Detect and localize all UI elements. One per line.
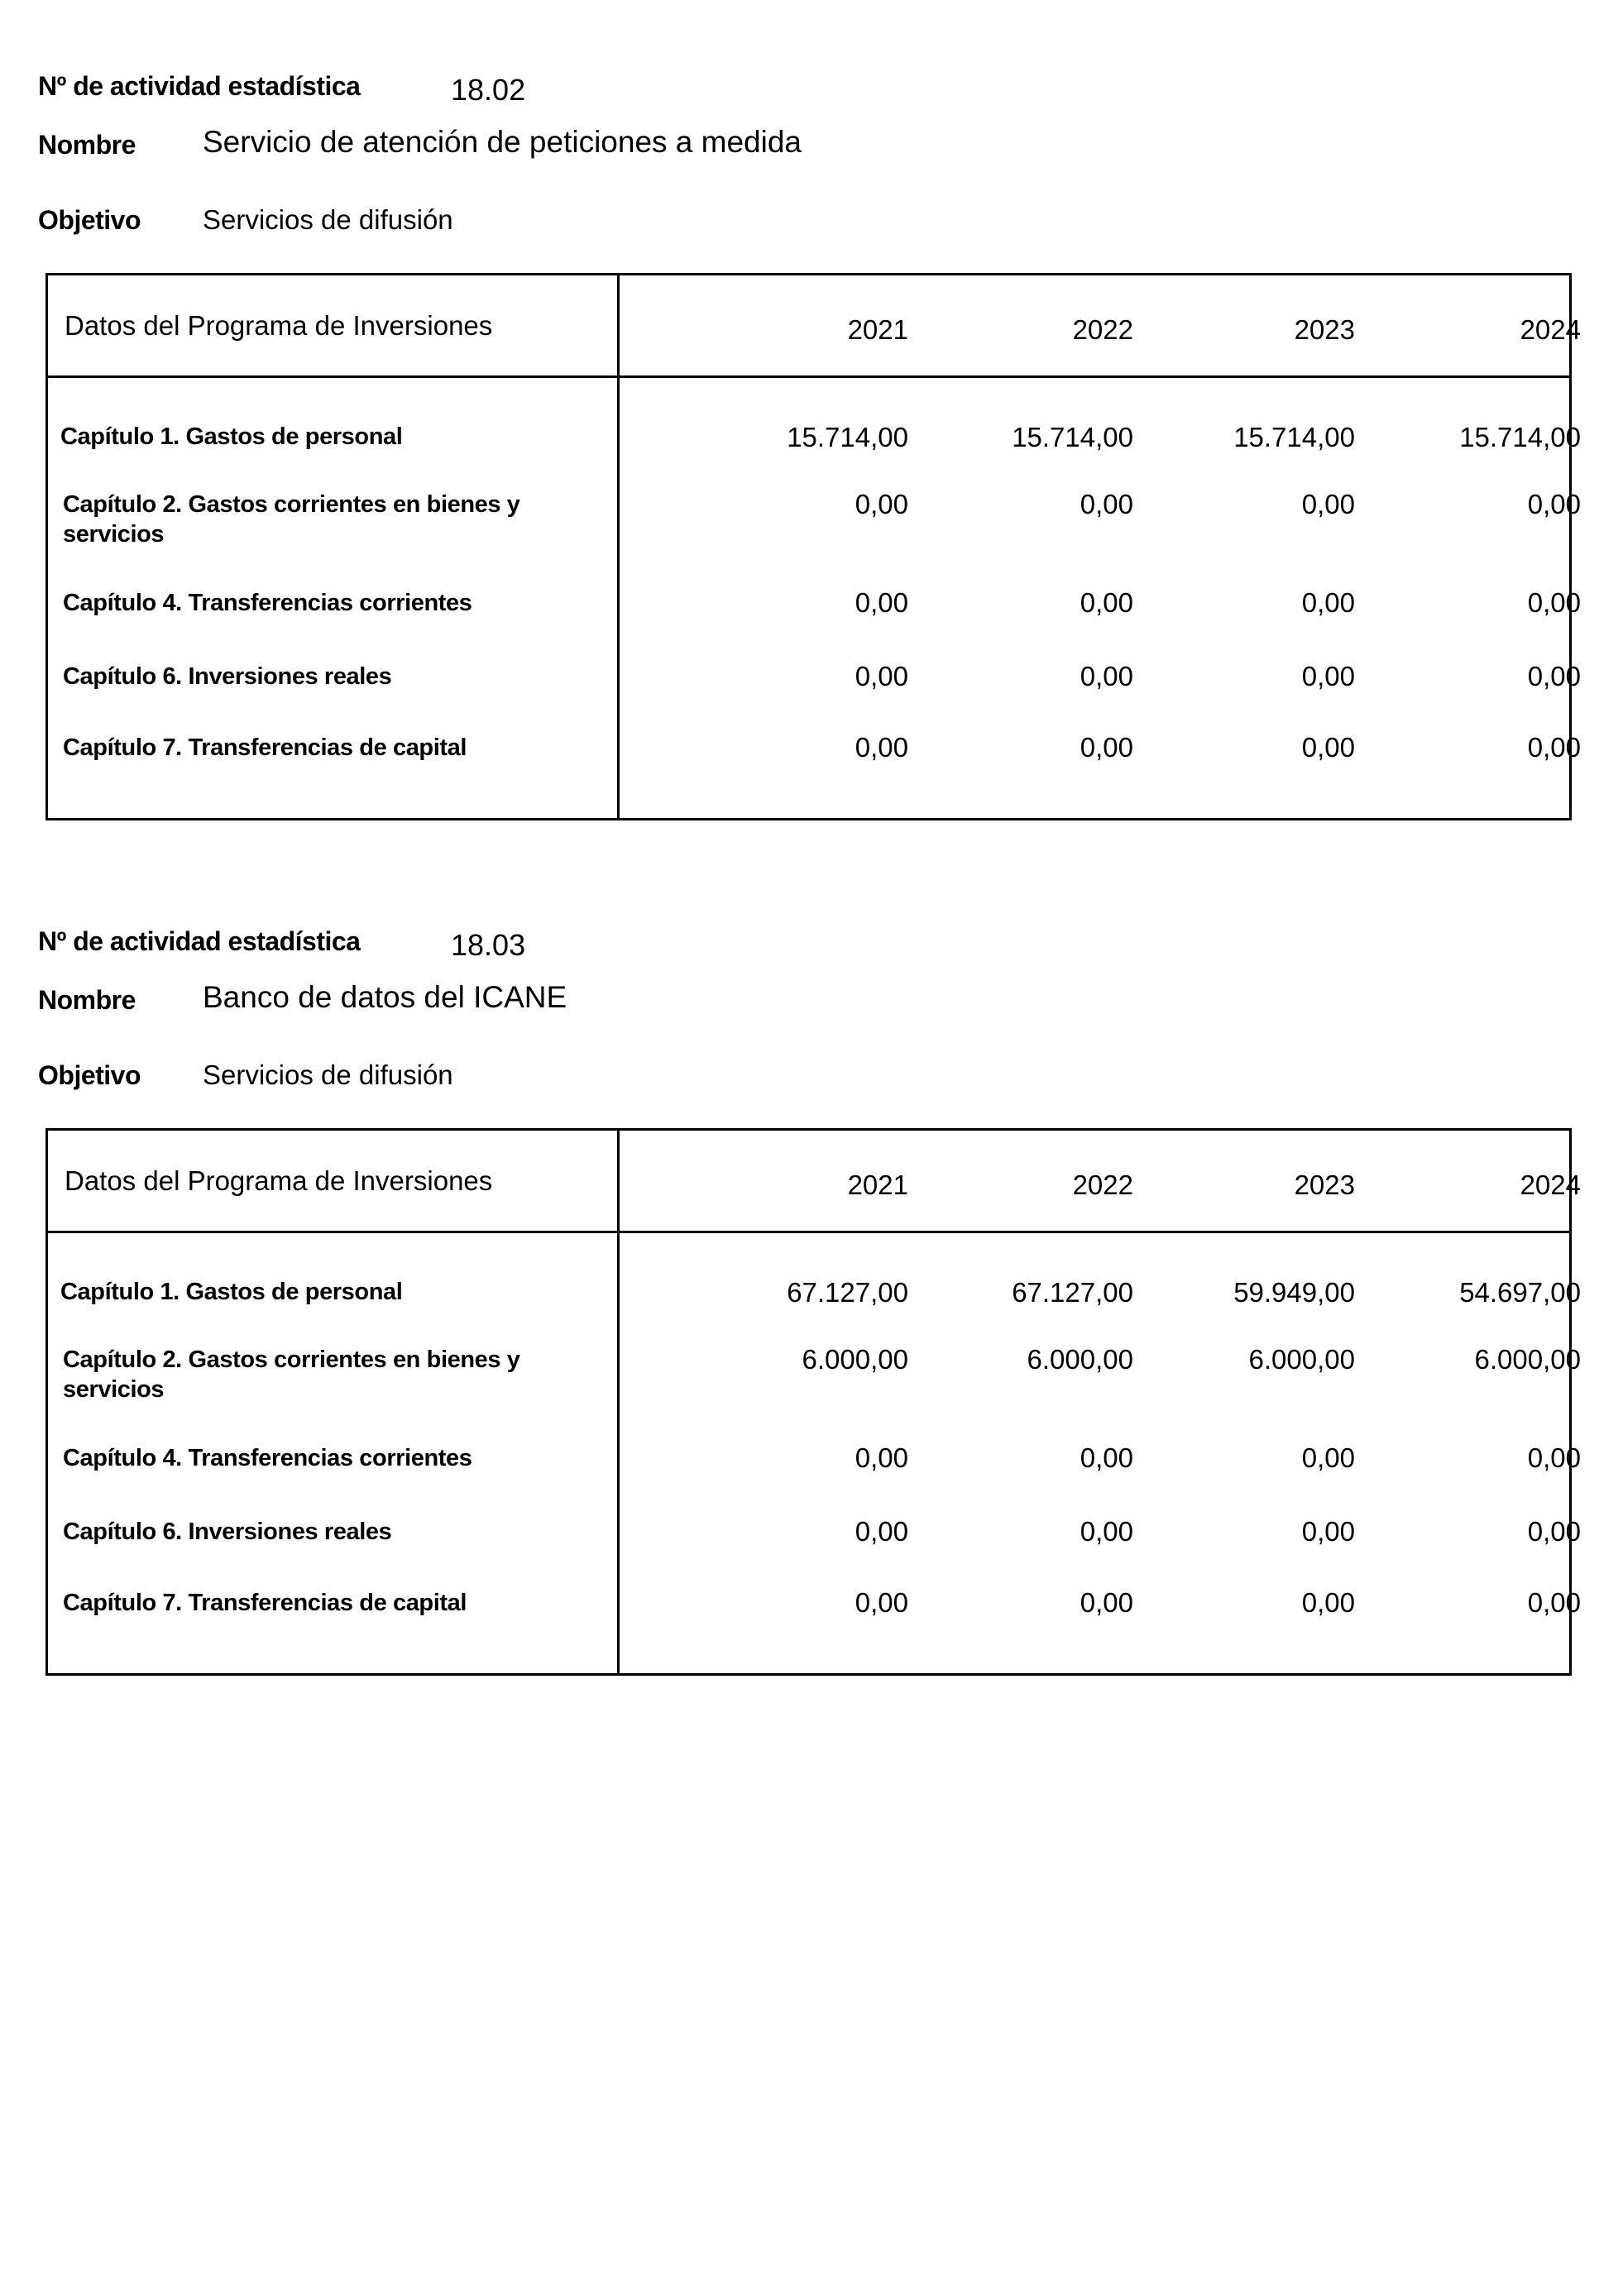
year-header: 2024 [1520,1170,1581,1200]
table-header-label: Datos del Programa de Inversiones [65,1165,493,1196]
table-cell: 67.127,00 [787,1277,908,1308]
table-cell: 15.714,00 [1233,422,1355,452]
row-label-capitulo-6: Capítulo 6. Inversiones reales [63,1519,392,1545]
table-cell: 0,00 [855,489,908,519]
table-cell: 0,00 [1080,1516,1133,1547]
table-header-divider [48,1231,1569,1233]
table-cell: 0,00 [1527,587,1581,618]
table-cell: 67.127,00 [1012,1277,1133,1308]
name-label: Nombre [38,985,136,1015]
table-cell: 0,00 [1301,587,1355,618]
table-cell: 0,00 [1527,489,1581,519]
table-cell: 0,00 [1080,661,1133,691]
table-cell: 0,00 [855,661,908,691]
row-label-capitulo-1: Capítulo 1. Gastos de personal [60,423,403,450]
table-cell: 0,00 [855,1516,908,1547]
row-label-capitulo-2: Capítulo 2. Gastos corrientes en bienes y servicios [63,491,520,548]
table-cell: 0,00 [855,1442,908,1473]
table-cell: 0,00 [1527,1516,1581,1547]
year-header: 2023 [1294,1170,1355,1200]
table-column-divider [617,275,620,818]
name-value: Banco de datos del ICANE [203,980,567,1014]
year-header: 2021 [847,314,908,345]
year-header: 2024 [1520,314,1581,345]
table-cell: 0,00 [1301,661,1355,691]
table-cell: 0,00 [1301,1516,1355,1547]
table-cell: 0,00 [855,732,908,763]
objective-value: Servicios de difusión [203,204,453,235]
table-cell: 0,00 [1527,1587,1581,1618]
row-label-capitulo-2: Capítulo 2. Gastos corrientes en bienes y servicios [63,1347,520,1403]
table-cell: 0,00 [855,587,908,618]
table-cell: 0,00 [855,1587,908,1618]
table-cell: 0,00 [1080,587,1133,618]
year-header: 2021 [847,1170,908,1200]
investment-table [45,1128,1581,1676]
row-label-capitulo-4: Capítulo 4. Transferencias corrientes [63,590,472,616]
year-header: 2023 [1294,314,1355,345]
objective-label: Objetivo [38,205,141,235]
row-label-capitulo-7: Capítulo 7. Transferencias de capital [63,734,467,761]
table-cell: 6.000,00 [1027,1344,1133,1375]
table-cell: 15.714,00 [787,422,908,452]
activity-number-label: Nº de actividad estadística [38,926,361,956]
activity-number-label: Nº de actividad estadística [38,71,361,101]
table-cell: 6.000,00 [1474,1344,1581,1375]
table-cell: 0,00 [1301,732,1355,763]
table-cell: 0,00 [1080,732,1133,763]
row-label-capitulo-6: Capítulo 6. Inversiones reales [63,663,392,690]
table-cell: 15.714,00 [1459,422,1581,452]
table-header-divider [48,375,1569,378]
table-cell: 6.000,00 [1248,1344,1355,1375]
table-cell: 0,00 [1527,1442,1581,1473]
objective-label: Objetivo [38,1060,141,1090]
activity-number-value: 18.02 [451,73,526,107]
row-label-capitulo-4: Capítulo 4. Transferencias corrientes [63,1445,472,1471]
name-value: Servicio de atención de peticiones a medida [203,125,802,159]
table-cell: 0,00 [1080,1587,1133,1618]
activity-number-value: 18.03 [451,928,526,962]
table-cell: 0,00 [1527,661,1581,691]
table-cell: 0,00 [1527,732,1581,763]
objective-value: Servicios de difusión [203,1060,453,1090]
table-cell: 0,00 [1080,1442,1133,1473]
table-cell: 54.697,00 [1459,1277,1581,1308]
investment-table [45,273,1581,820]
table-cell: 0,00 [1301,1442,1355,1473]
table-cell: 0,00 [1301,1587,1355,1618]
name-label: Nombre [38,130,136,160]
table-cell: 59.949,00 [1233,1277,1355,1308]
row-label-capitulo-1: Capítulo 1. Gastos de personal [60,1279,403,1305]
table-header-label: Datos del Programa de Inversiones [65,310,493,341]
table-column-divider [617,1131,620,1673]
table-cell: 15.714,00 [1012,422,1133,452]
table-cell: 6.000,00 [802,1344,908,1375]
year-header: 2022 [1072,314,1133,345]
year-header: 2022 [1072,1170,1133,1200]
table-cell: 0,00 [1301,489,1355,519]
row-label-capitulo-7: Capítulo 7. Transferencias de capital [63,1590,467,1616]
table-cell: 0,00 [1080,489,1133,519]
